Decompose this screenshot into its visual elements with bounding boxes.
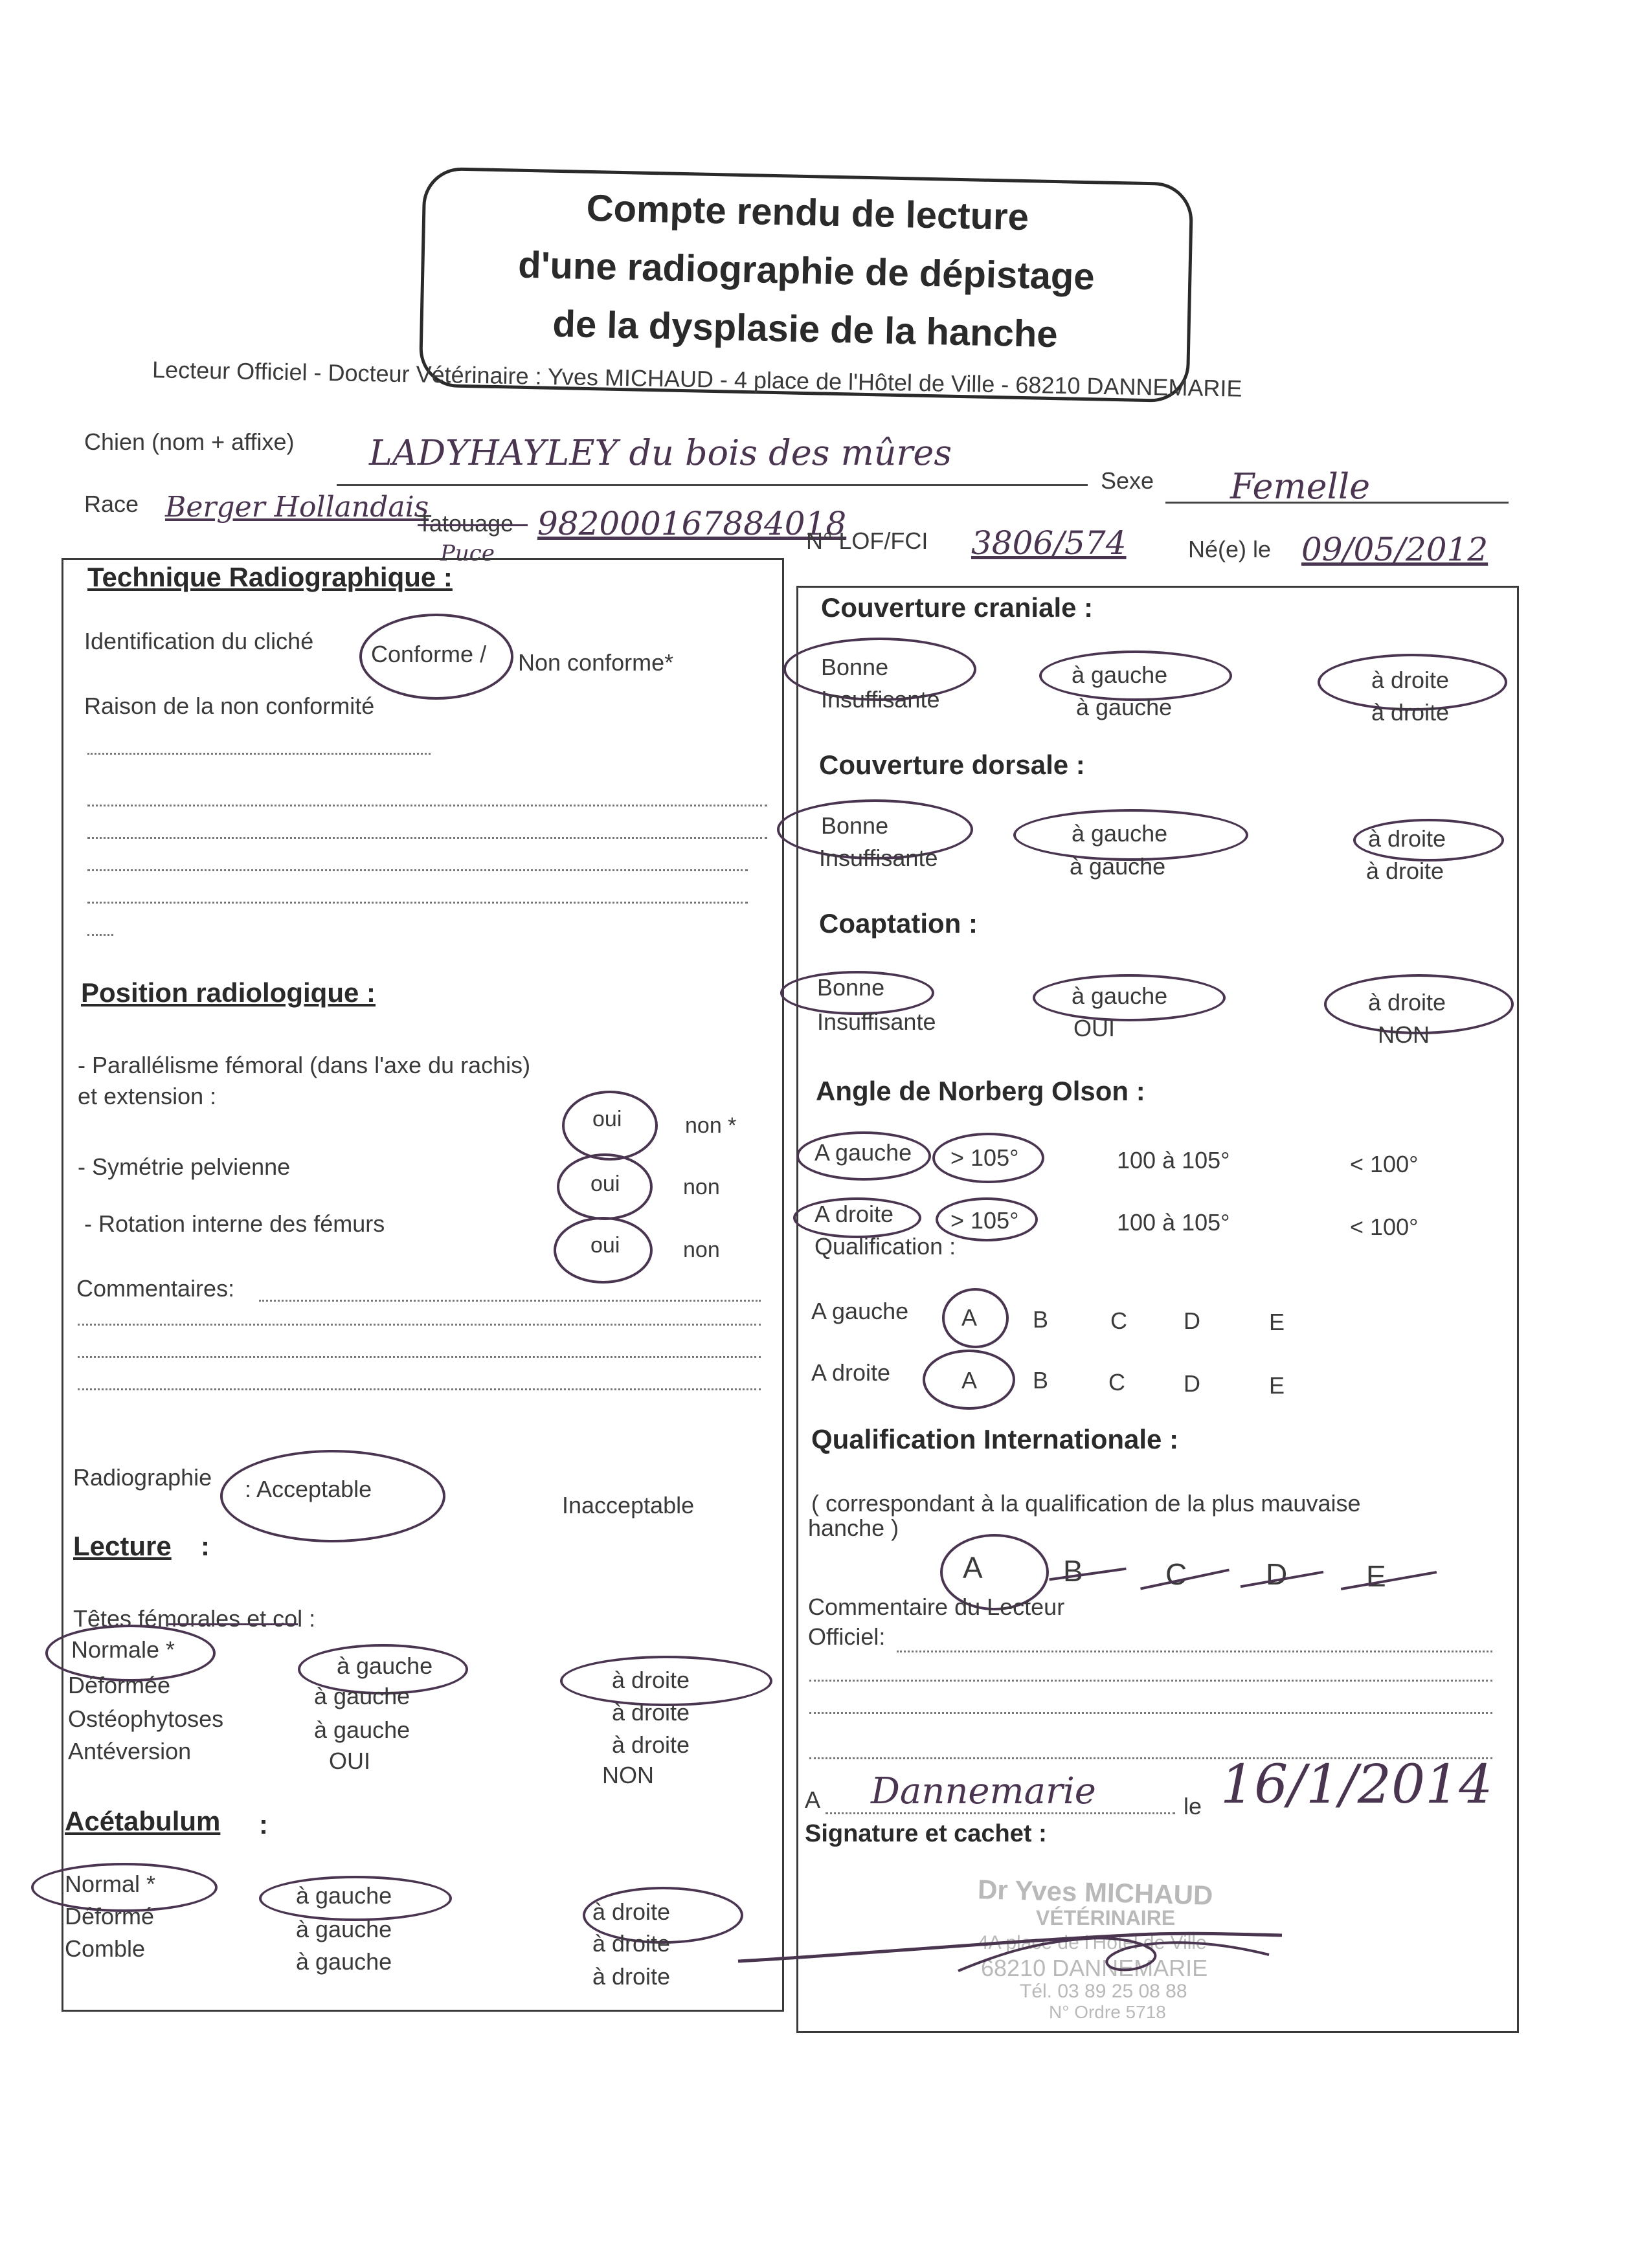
cran-bonne: Bonne	[821, 654, 889, 680]
qual-int-heading: Qualification Internationale :	[811, 1424, 1179, 1454]
parallelisme-line-1: - Parallélisme fémoral (dans l'axe du rachis)	[78, 1052, 531, 1078]
qual-int-D: D	[1266, 1557, 1288, 1591]
stamp-line-6: N° Ordre 5718	[1049, 2002, 1166, 2022]
tetes-label: Têtes fémorales et col :	[73, 1605, 316, 1632]
tetes-gauche-2: à gauche	[314, 1683, 410, 1709]
symetrie-non: non	[683, 1175, 720, 1199]
position-heading: Position radiologique :	[81, 977, 376, 1008]
identification-label: Identification du cliché	[84, 628, 314, 654]
tetes-gauche-1: à gauche	[337, 1652, 433, 1679]
dors-droite-2: à droite	[1366, 858, 1444, 884]
tetes-gauche-3: à gauche	[314, 1717, 410, 1743]
parallelisme-oui: oui	[592, 1107, 622, 1131]
qual-gauche-label: A gauche	[811, 1298, 909, 1324]
qual-gauche-B: B	[1033, 1306, 1049, 1333]
norberg-gauche-gt105: > 105°	[950, 1144, 1019, 1171]
acetabulum-gauche-1: à gauche	[296, 1882, 392, 1909]
coaptation-heading: Coaptation :	[819, 908, 978, 939]
raison-line-6	[87, 934, 113, 936]
cran-gauche-2: à gauche	[1076, 694, 1173, 720]
place-value: Dannemarie	[871, 1770, 1096, 1812]
cran-gauche-1: à gauche	[1072, 662, 1168, 688]
rotation-oui-circle	[554, 1217, 653, 1284]
acetabulum-normal: Normal *	[65, 1871, 156, 1897]
dors-droite-1: à droite	[1368, 825, 1446, 852]
raison-line-3	[87, 837, 767, 839]
dors-gauche-1: à gauche	[1072, 820, 1168, 847]
tetes-droite-3: à droite	[612, 1731, 690, 1758]
norberg-droite-range: 100 à 105°	[1117, 1209, 1230, 1236]
tetes-osteophytoses: Ostéophytoses	[68, 1706, 224, 1732]
qual-droite-B: B	[1033, 1367, 1049, 1394]
raison-line-1	[87, 753, 431, 755]
acceptable-circle	[220, 1450, 445, 1542]
norberg-droite-circle	[793, 1197, 921, 1238]
coapt-oui: OUI	[1073, 1015, 1116, 1041]
sex-label: Sexe	[1101, 467, 1154, 494]
dog-label: Chien (nom + affixe)	[84, 428, 295, 455]
conforme-option: : Conforme /	[358, 641, 487, 667]
raison-line-4	[87, 869, 748, 871]
norberg-gauche-range: 100 à 105°	[1117, 1147, 1230, 1173]
norberg-droite-label: A droite	[814, 1201, 894, 1227]
qual-gauche-C: C	[1110, 1307, 1127, 1334]
date-label: le	[1184, 1793, 1202, 1819]
stamp-line-2: VÉTÉRINAIRE	[1036, 1906, 1176, 1929]
acetabulum-droite-2: à droite	[592, 1930, 671, 1957]
symetrie-label: - Symétrie pelvienne	[78, 1153, 291, 1180]
tetes-droite-1: à droite	[612, 1667, 690, 1693]
coapt-bonne: Bonne	[817, 974, 885, 1001]
norberg-droite-lt100: < 100°	[1350, 1214, 1419, 1240]
chip-label: Puce	[440, 540, 495, 566]
commentaires-label: Commentaires:	[76, 1275, 235, 1302]
stamp-line-5: Tél. 03 89 25 08 88	[1020, 1981, 1187, 2002]
qual-gauche-E: E	[1269, 1309, 1285, 1335]
rotation-oui: oui	[590, 1233, 620, 1258]
qual-int-A: A	[963, 1551, 983, 1584]
qual-droite-label: A droite	[811, 1359, 891, 1386]
commentaire-dots-2	[809, 1680, 1492, 1682]
acetabulum-gauche-circle	[259, 1876, 452, 1921]
dors-bonne: Bonne	[821, 812, 889, 839]
coapt-insuffisante: Insuffisante	[817, 1008, 936, 1035]
title-line-3: de la dysplasie de la hanche	[552, 302, 1059, 356]
norberg-gauche-label: A gauche	[814, 1139, 912, 1166]
inacceptable-option: Inacceptable	[562, 1492, 695, 1518]
coapt-non: NON	[1378, 1021, 1430, 1048]
norberg-droite-gt105: > 105°	[950, 1207, 1019, 1234]
acetabulum-droite-1: à droite	[592, 1898, 671, 1925]
commentaire-line-1: Commentaire du Lecteur	[808, 1594, 1065, 1620]
dog-name-value: LADYHAYLEY du bois des mûres	[369, 432, 952, 473]
cran-insuffisante: Insuffisante	[821, 686, 940, 713]
qual-gauche-D: D	[1184, 1307, 1200, 1334]
conforme-circle	[359, 614, 513, 700]
rotation-label: - Rotation interne des fémurs	[84, 1210, 385, 1237]
norberg-gauche-gt105-circle	[932, 1133, 1044, 1183]
dog-underline	[337, 484, 1088, 486]
lecture-colon: :	[201, 1531, 210, 1561]
norberg-gauche-lt100: < 100°	[1350, 1151, 1419, 1177]
qual-int-E: E	[1366, 1559, 1386, 1593]
commentaires-line-3	[78, 1356, 761, 1358]
couverture-dorsale-heading: Couverture dorsale :	[819, 750, 1085, 780]
coapt-droite: à droite	[1368, 989, 1446, 1016]
commentaires-line-1	[259, 1300, 761, 1302]
sex-value: Femelle	[1230, 466, 1371, 507]
acetabulum-comble: Comble	[65, 1935, 146, 1962]
dors-insuffisante: Insuffisante	[819, 845, 938, 871]
dors-droite-circle	[1353, 819, 1504, 862]
reader-line: Lecteur Officiel - Docteur Vétérinaire : Yves MICHAUD - 4 place de l'Hôtel de Ville - 68210 DANNEMARIE	[152, 356, 1242, 402]
commentaire-dots-1	[897, 1651, 1492, 1652]
chip-value: 982000167884018	[537, 505, 847, 542]
commentaire-dots-3	[809, 1712, 1492, 1714]
dors-gauche-2: à gauche	[1070, 853, 1166, 880]
tetes-oui: OUI	[329, 1748, 371, 1774]
stamp-line-3: 4A place de l'Hôtel de Ville	[978, 1932, 1207, 1953]
signature-label: Signature et cachet :	[805, 1820, 1047, 1847]
stamp-line-4: 68210 DANNEMARIE	[981, 1955, 1208, 1981]
acetabulum-gauche-2: à gauche	[296, 1916, 392, 1942]
parallelisme-oui-circle	[562, 1091, 658, 1161]
qual-droite-C: C	[1108, 1369, 1125, 1395]
technique-heading: Technique Radiographique :	[87, 562, 453, 592]
symetrie-oui: oui	[590, 1172, 620, 1196]
commentaire-line-2: Officiel:	[808, 1623, 886, 1650]
raison-label: Raison de la non conformité	[84, 693, 375, 719]
cran-droite-2: à droite	[1371, 699, 1450, 726]
qual-droite-D: D	[1184, 1370, 1200, 1397]
radiographie-label: Radiographie	[73, 1464, 212, 1491]
qual-int-C: C	[1165, 1557, 1187, 1591]
qual-droite-E: E	[1269, 1372, 1285, 1399]
coapt-gauche: à gauche	[1072, 983, 1168, 1009]
lof-value: 3806/574	[971, 524, 1127, 562]
norberg-gauche-circle	[796, 1131, 931, 1181]
acetabulum-deforme: Déformé	[65, 1903, 155, 1929]
acceptable-option: : Acceptable	[245, 1476, 372, 1502]
qual-droite-A: A	[961, 1367, 978, 1394]
qual-droite-A-circle	[923, 1350, 1015, 1410]
parallelisme-line-2: et extension :	[78, 1083, 217, 1109]
qual-gauche-A-circle	[942, 1288, 1009, 1348]
cran-droite-1: à droite	[1371, 667, 1450, 693]
couverture-craniale-heading: Couverture craniale :	[821, 592, 1094, 623]
parallelisme-non: non *	[685, 1113, 737, 1138]
stamp-line-1: Dr Yves MICHAUD	[977, 1874, 1213, 1911]
date-value: 16/1/2014	[1220, 1754, 1493, 1816]
qual-int-note-1: ( correspondant à la qualification de la plus mauvaise	[811, 1490, 1361, 1517]
race-value: Berger Hollandais	[165, 491, 429, 524]
place-dots	[826, 1812, 1175, 1814]
non-conforme-option: Non conforme*	[518, 649, 674, 676]
tetes-strike	[168, 1623, 298, 1625]
qual-gauche-A: A	[961, 1304, 978, 1331]
title-line-2: d'une radiographie de dépistage	[517, 243, 1095, 298]
acetabulum-gauche-3: à gauche	[296, 1948, 392, 1975]
raison-line-2	[87, 805, 767, 806]
coapt-gauche-circle	[1033, 974, 1226, 1021]
title-line-1: Compte rendu de lecture	[586, 186, 1029, 239]
tattoo-label: Tatouage	[418, 510, 514, 537]
commentaires-line-4	[78, 1388, 761, 1390]
tattoo-strike	[418, 524, 528, 526]
tetes-droite-2: à droite	[612, 1699, 690, 1726]
rotation-non: non	[683, 1238, 720, 1262]
acetabulum-droite-3: à droite	[592, 1963, 671, 1990]
qual-int-note-2: hanche )	[808, 1515, 899, 1541]
tetes-deformee: Déformée	[68, 1672, 171, 1698]
tetes-normale: Normale *	[71, 1636, 175, 1663]
commentaires-line-2	[78, 1324, 761, 1326]
lof-label: N° LOF/FCI	[806, 528, 928, 554]
born-value: 09/05/2012	[1301, 531, 1488, 568]
born-label: Né(e) le	[1188, 536, 1272, 562]
raison-line-5	[87, 902, 748, 904]
qualification-label: Qualification :	[814, 1233, 956, 1260]
lecture-heading: Lecture	[73, 1531, 172, 1561]
signature-drawing	[725, 1916, 1308, 1994]
place-label: A	[805, 1786, 821, 1813]
tetes-non: NON	[602, 1762, 654, 1788]
tetes-anteversion: Antéversion	[68, 1738, 192, 1764]
acetabulum-heading: Acétabulum	[65, 1806, 221, 1836]
qual-int-B: B	[1063, 1554, 1083, 1588]
race-label: Race	[84, 491, 139, 517]
acetabulum-colon: :	[259, 1809, 268, 1840]
norberg-heading: Angle de Norberg Olson :	[816, 1076, 1145, 1106]
symetrie-oui-circle	[557, 1153, 653, 1220]
